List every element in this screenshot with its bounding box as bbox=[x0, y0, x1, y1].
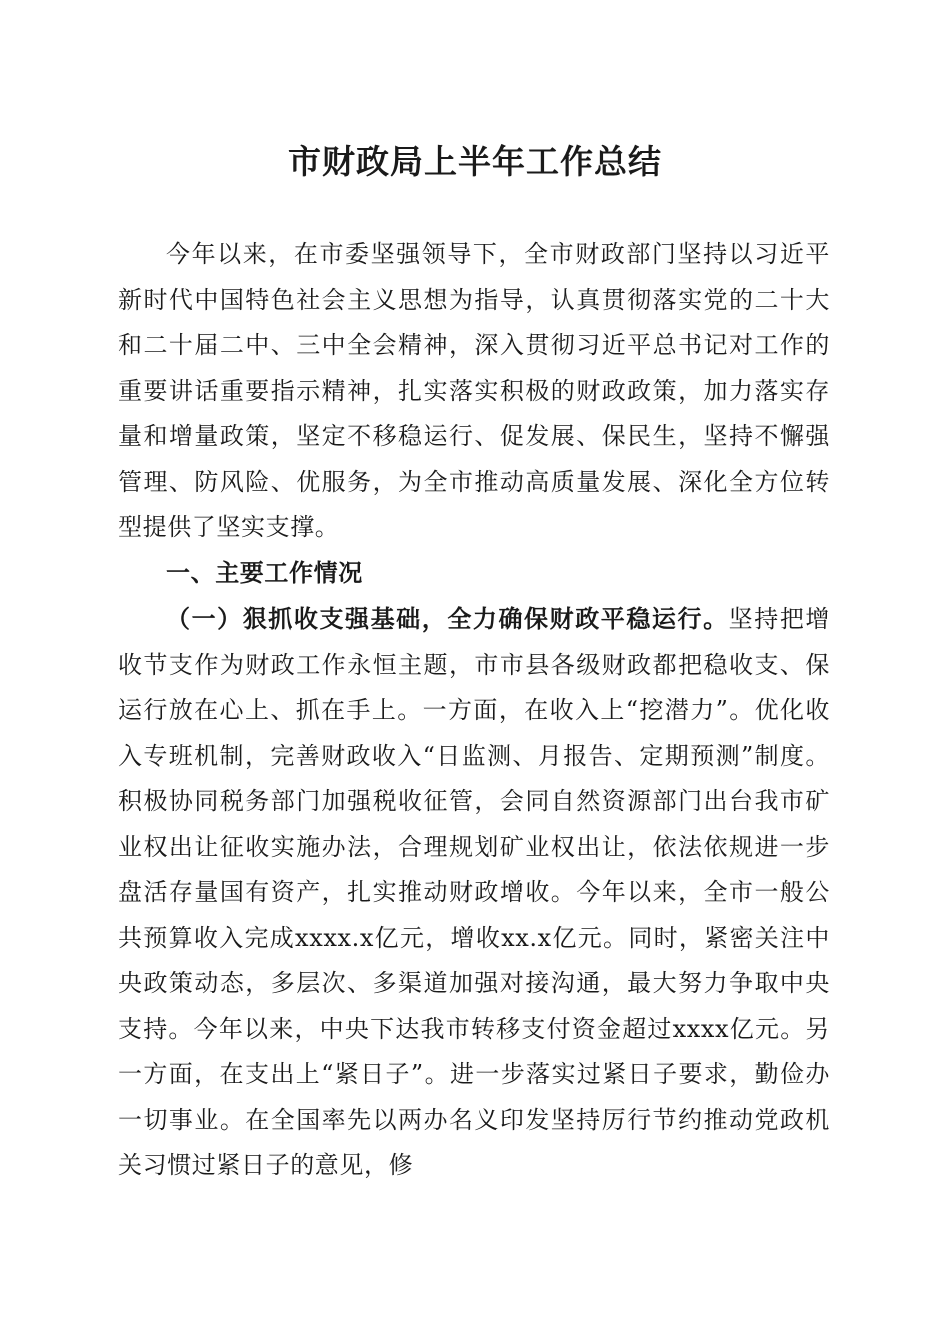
intro-paragraph: 今年以来，在市委坚强领导下，全市财政部门坚持以习近平新时代中国特色社会主义思想为指导，认真贯彻落实党的二十大和二十届二中、三中全会精神，深入贯彻习近平总书记对工作的重要讲话重要指示精神，扎实落实积极的财政政策，加力落实存量和增量政策，坚定不移稳运行、促发展、保民生，坚持不懈强管理、防风险、优服务，为全市推动高质量发展、深化全方位转型提供了坚实支撑。 bbox=[118, 240, 830, 541]
subsection-lead: （一）狠抓收支强基础，全力确保财政平稳运行。 bbox=[166, 604, 729, 633]
subsection-paragraph bbox=[118, 596, 830, 1189]
document-title: 市财政局上半年工作总结 bbox=[288, 142, 662, 181]
subsection-body: 坚持把增收节支作为财政工作永恒主题，市市县各级财政都把稳收支、保运行放在心上、抓在手上。一方面，在收入上“挖潜力”。优化收入专班机制，完善财政收入“日监测、月报告、定期预测”制度。积极协同税务部门加强税收征管，会同自然资源部门出台我市矿业权出让征收实施办法，合理规划矿业权出让，依法依规进一步盘活存量国有资产，扎实推动财政增收。今年以来，全市一般公共预算收入完成xxxx.x亿元，增收xx.x亿元。同时，紧密关注中央政策动态，多层次、多渠道加强对接沟通，最大努力争取中央支持。今年以来，中央下达我市转移支付资金超过xxxx亿元。另一方面，在支出上“紧日子”。进一步落实过紧日子要求，勤俭办一切事业。在全国率先以两办名义印发坚持厉行节约推动党政机关习惯过紧日子的意见，修 bbox=[118, 605, 830, 1179]
section-heading: 一、主要工作情况 bbox=[166, 558, 363, 587]
document-body bbox=[118, 232, 830, 1189]
